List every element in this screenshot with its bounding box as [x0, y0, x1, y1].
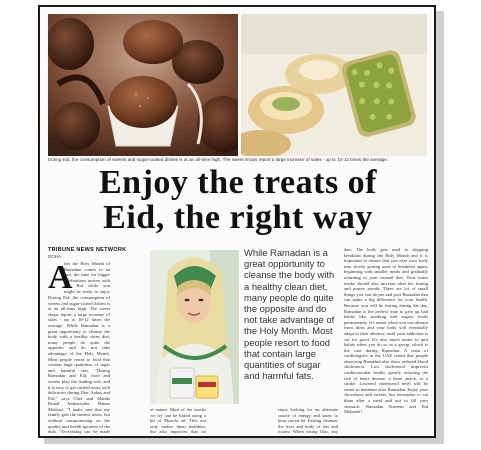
photo-caption: During Eid, the consumption of sweets and sugar-coated dishes is at an all-time high. The sweet shops report a large increase of sales - up to 10-12 times the average.: [48, 157, 389, 162]
pastries-photo: [241, 14, 427, 156]
newspaper-clipping: [38, 5, 436, 438]
drop-cap: A: [48, 259, 73, 296]
article-lead: fter the Holy Month of Ramadan comes to an end, the time for bigger celebrations arrives with Eid. But while you might be ready to enjoy: [64, 261, 110, 294]
headline-line-1: Enjoy the treats of: [99, 164, 377, 201]
article-column-3: starts looking for an alternate source of energy and starts to burn stored fat. Fasting cleanses the liver and body of fats and toxins. When eating Iftar, any oily or fried food on Iftar, you: [278, 407, 338, 438]
pull-quote: While Ramadan is a great opportunity to cleanse the body with a healthy clean diet, many people do quite the opposite and do not take advantage of the Holy Month. Most people resort to food that contain large quantities of sugar and harmful fats.: [244, 247, 335, 382]
dateline: DOHA: [48, 254, 62, 259]
article-column-1: During Eid, the consumption of sweets and sugar-coated dishes is at an all-time high. The sweet shops report a large increase of sales - up to 10-12 times the average. While Ramadan is a great opportunity to cleanse the body with a healthy clean diet, many people do quite the opposite and do not take advantage of the Holy Month. Most people resort to food that contain large quantities of sugar and harmful fats. "During Ramadan and Eid, food and sweets play the leading role, and it is easy to get carried away with delicacies during Iftar, Suhur and Eid," says Chef and Manda Brand Ambassador Hatem Mailawi. "I make sure that my family gets the tastiest treats, but without compromising on the quality and health quotient of the dish. "Everything can be made: [48, 295, 110, 435]
article-column-2: of nature. Most of the snacks we fry can be baked using a bit of Mazola oil. This not only makes them healthier, but also improves that no flavour is lost." Hatem also: [150, 407, 206, 438]
woman-photo: [150, 250, 239, 404]
chocolates-photo: [48, 14, 238, 156]
article-column-4: dan. The body gets used to skipping breakfast during the Holy Month and it is important to ensure that you ease your body into slowly getting used to breakfast again, beginning with smaller meals and gradually returning to your normal diet. Your water intake should also increase after the fasting and prayer month. There are lot of small things you can do pre and post Ramadan that can make a big difference for your health. Because you will be fasting during the day, Ramadan is the perfect time to give up bad habits like smoking and sugary foods permanently. It's easier when you can abstain from them and your body will eventually adapt to their absence, until your addiction is cut for good. It's also much easier to quit habits when you do so in a group, which is the case during Ramadan. A team of cardiologists in the UAE found that people observing Ramadan also show reduced blood cholesterol. Low cholesterol improves cardiovascular health, greatly reducing the risk of heart disease, a heart attack, or a stroke. Lowered cholesterol level will be easier to maintain after Ramadan. Enjoy your chocolates and sweets, but remember to eat them after a meal and not to fill your stomach. Ramadan Kareem and Eid Mubarak!: [344, 247, 428, 415]
headline-line-2: Eid, the right way: [103, 199, 373, 236]
byline: TRIBUNE NEWS NETWORK: [48, 247, 127, 253]
